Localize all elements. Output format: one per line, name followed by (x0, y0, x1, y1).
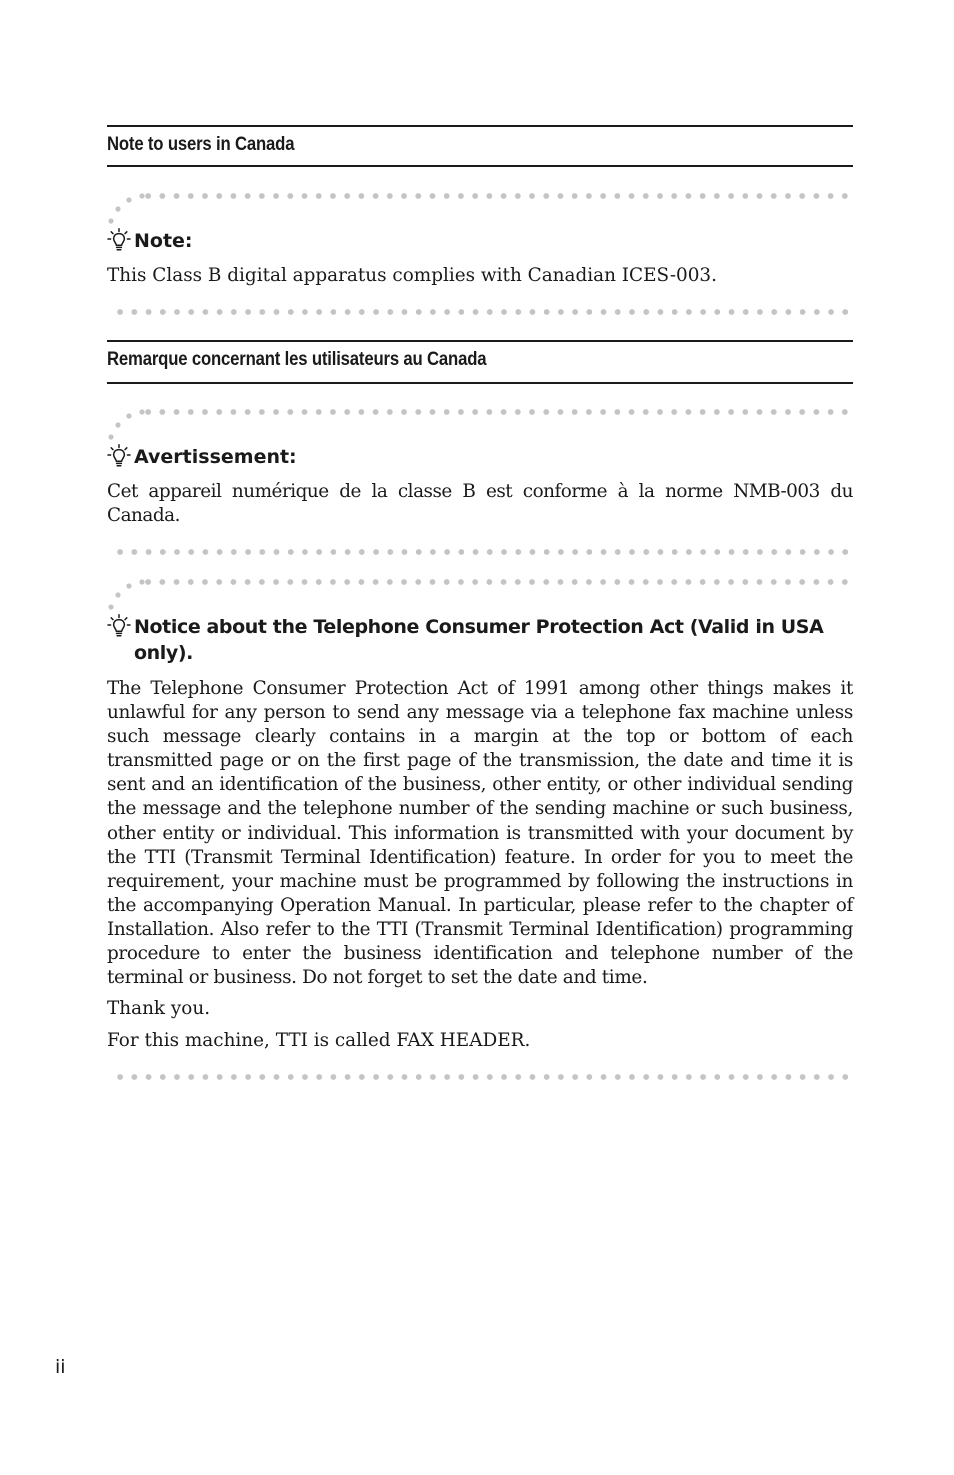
paragraph: Thank you. (107, 998, 211, 1019)
note-body (107, 1029, 853, 1053)
note-body (107, 677, 853, 990)
section-heading-text: Remarque concernant les utilisateurs au Canada (107, 349, 487, 370)
page-number: ii (55, 1356, 66, 1378)
note-box-top-border (141, 408, 853, 416)
note-box-top-border (141, 578, 853, 586)
note-title-text: Avertissement: (134, 446, 297, 468)
lightbulb-icon (107, 444, 131, 468)
paragraph: This Class B digital apparatus complies with Canadian ICES-003. (107, 265, 717, 286)
note-box-bottom-border (113, 1073, 853, 1081)
note-body (107, 480, 853, 528)
paragraph: Cet appareil numérique de la classe B est conforme à la norme NMB-003 du Canada. (107, 481, 853, 527)
section-heading-text: Note to users in Canada (107, 134, 295, 155)
note-title (107, 614, 853, 666)
section-heading-remarque (107, 340, 853, 384)
note-title (107, 444, 853, 470)
lightbulb-icon (107, 228, 131, 252)
note-title-text: Notice about the Telephone Consumer Protection Act (Valid in USA only). (134, 616, 824, 664)
section-heading-canada (107, 125, 853, 167)
note-title (107, 228, 853, 254)
note-body (107, 997, 853, 1021)
note-box-bottom-border (113, 548, 853, 556)
lightbulb-icon (107, 614, 131, 638)
note-box-top-border (141, 192, 853, 200)
paragraph: The Telephone Consumer Protection Act of 1991 among other things makes it unlawful for any person to send any message via a telephone fax machine unless such message clearly contains in a margin at the top or bottom of each transmitted page or on the first page of the transmission, the date and time it is sent and an identification of the business, other entity, or other individual sending the message and the telephone number of the sending machine or such business, other entity or individual. This information is transmitted with your document by the TTI (Transmit Terminal Identification) feature. In order for you to meet the requirement, your machine must be programmed by following the instructions in the accompanying Operation Manual. In particular, please refer to the chapter of Installation. Also refer to the TTI (Transmit Terminal Identification) programming procedure to enter the business identification and telephone number of the terminal or business. Do not forget to set the date and time. (107, 678, 853, 989)
note-body (107, 264, 853, 288)
note-box-bottom-border (113, 308, 853, 316)
paragraph: For this machine, TTI is called FAX HEADER. (107, 1030, 531, 1051)
note-title-text: Note: (134, 230, 193, 252)
